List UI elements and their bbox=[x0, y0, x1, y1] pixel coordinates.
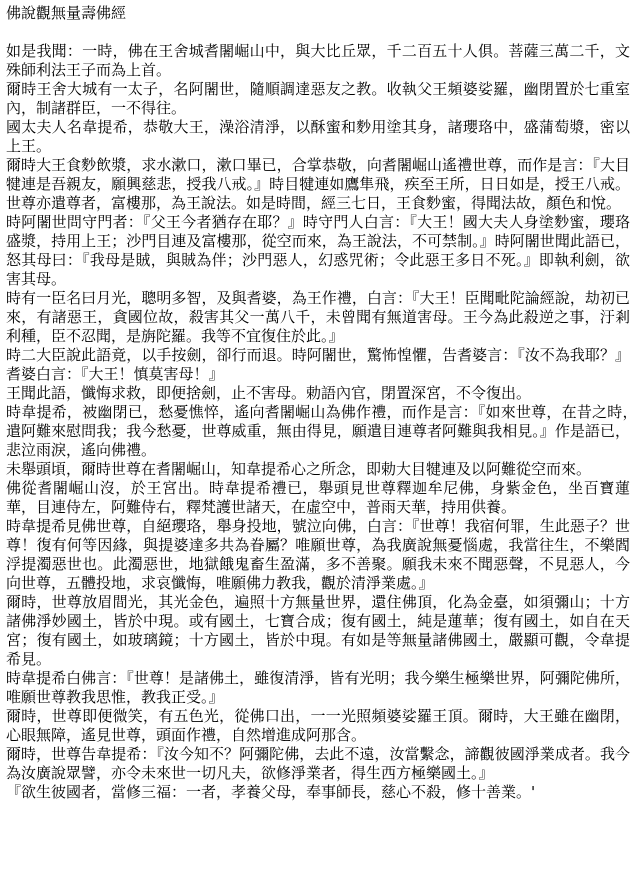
document-page bbox=[6, 4, 630, 877]
paragraph: 爾時，世尊放眉間光，其光金色，遍照十方無量世界，還住佛頂，化為金臺，如須彌山；十方諸佛淨妙國土，皆於中現。或有國土，七寶合成；復有國土，純是蓮華；復有國土，如自在天宮；復有國土，如玻璃鏡；十方國土，皆於中現。有如是等無量諸佛國土，嚴顯可觀，令韋提希見。 bbox=[6, 593, 630, 668]
document-title: 佛說觀無量壽佛經 bbox=[6, 4, 127, 22]
paragraph: 爾時，世尊告韋提希：『汝今知不？阿彌陀佛，去此不遠，汝當繫念，諦觀彼國淨業成者。我今為汝廣說眾譬，亦令未來世一切凡夫，欲修淨業者，得生西方極樂國土。』 bbox=[6, 745, 630, 782]
paragraph: 時韋提希見佛世尊，自絕瓔珞，舉身投地，號泣向佛，白言：『世尊！我宿何罪，生此惡子？世尊！復有何等因緣，與提婆達多共為眷屬？唯願世尊，為我廣說無憂惱處，我當往生，不樂閻浮提濁惡世也。此濁惡世，地獄餓鬼畜生盈滿，多不善聚。願我未來不聞惡聲，不見惡人，今向世尊，五體投地，求哀懺悔，唯願佛力教我，觀於清淨業處。』 bbox=[6, 517, 630, 592]
paragraph: 國太夫人名韋提希，恭敬大王，澡浴清淨，以酥蜜和麨用塗其身，諸瓔珞中，盛蒲萄漿，密以上王。 bbox=[6, 118, 630, 155]
paragraph: 時韋提希，被幽閉已，愁憂憔悴，遙向耆闍崛山為佛作禮，而作是言：『如來世尊，在昔之時， 遣阿難來慰問我；我今愁憂，世尊威重，無由得見，願遣目連尊者阿難與我相見。』作是語已，悲泣雨淚，遙向佛禮。 bbox=[6, 403, 630, 459]
paragraph: 爾時大王食麨飲漿，求水漱口，漱口畢已，合掌恭敬，向耆闍崛山遙禮世尊，而作是言：『大目犍連是吾親友，願興慈悲，授我八戒。』時目犍連如鷹隼飛，疾至王所，日日如是，授王八戒。世尊亦遣尊者，富樓那，為王說法。如是時間，經三七日，王食麨蜜，得聞法故，顏色和悅。 bbox=[6, 156, 630, 212]
paragraph: 佛從耆闍崛山沒，於王宮出。時韋提希禮已，舉頭見世尊釋迦牟尼佛，身紫金色，坐百寶蓮華，目連侍左，阿難侍右，釋梵護世諸天，在虛空中，普雨天華，持用供養。 bbox=[6, 479, 630, 516]
paragraph: 時阿闍世問守門者：『父王今者猶存在耶？』時守門人白言：『大王！國大夫人身塗麨蜜，瓔珞盛漿，持用上王；沙門目連及富樓那，從空而來，為王說法，不可禁制。』時阿闍世聞此語已，怒其母曰：『我母是賊，與賊為伴；沙門惡人，幻惑咒術；令此惡王多日不死。』即執利劍，欲害其母。 bbox=[6, 213, 630, 288]
paragraph: 『欲生彼國者，當修三福：一者，孝養父母，奉事師長，慈心不殺，修十善業。' bbox=[6, 783, 536, 801]
paragraph: 時韋提希白佛言：『世尊！是諸佛土，雖復清淨，皆有光明；我今樂生極樂世界，阿彌陀佛所，唯願世尊教我思惟，教我正受。』 bbox=[6, 669, 630, 706]
document-body bbox=[6, 42, 630, 802]
title-spacer bbox=[6, 23, 630, 42]
paragraph: 王聞此語，懺悔求救，即便捨劍，止不害母。勅語內官，閉置深宮，不令復出。 bbox=[6, 384, 532, 402]
paragraph: 時二大臣說此語竟，以手按劍，卻行而退。時阿闍世，驚怖惶懼，告耆婆言：『汝不為我耶？』耆婆白言：『大王！慎莫害母！』 bbox=[6, 346, 630, 383]
paragraph: 如是我聞：一時，佛在王舍城耆闍崛山中，與大比丘眾，千二百五十人俱。菩薩三萬二千，文殊師利法王子而為上首。 bbox=[6, 42, 630, 79]
paragraph: 爾時，世尊即便微笑，有五色光，從佛口出，一一光照頻婆娑羅王頂。爾時，大王雖在幽閉，心眼無障，遙見世尊，頭面作禮，自然增進成阿那含。 bbox=[6, 707, 630, 744]
paragraph: 爾時王舍大城有一太子，名阿闍世，隨順調達惡友之教。收執父王頻婆娑羅，幽閉置於七重室內，制諸群臣，一不得往。 bbox=[6, 80, 630, 117]
paragraph: 時有一臣名曰月光，聰明多智，及與耆婆，為王作禮，白言：『大王！臣聞毗陀論經說，劫初已來，有諸惡王，貪國位故，殺害其父一萬八千，未曾聞有無道害母。王今為此殺逆之事，汙剎利種，臣不忍聞，是旃陀羅。我等不宜復住於此。』 bbox=[6, 289, 630, 345]
paragraph: 未舉頭頃，爾時世尊在耆闍崛山，知韋提希心之所念，即勅大目犍連及以阿難從空而來。 bbox=[6, 460, 592, 478]
